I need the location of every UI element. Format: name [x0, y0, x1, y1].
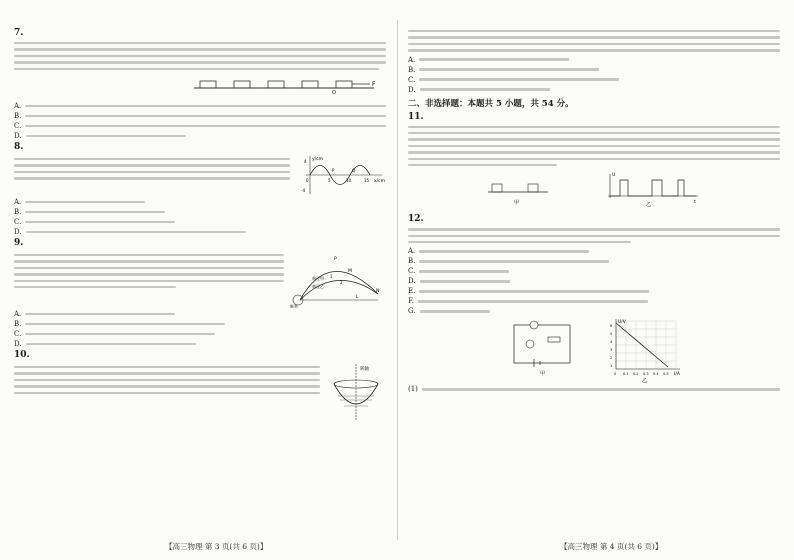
- q9-option-d[interactable]: D.: [14, 340, 386, 348]
- q12-option-g[interactable]: G.: [408, 307, 780, 315]
- section-title-non-choice: 二、非选择题：本题共 5 小题，共 54 分。: [408, 98, 574, 109]
- graph-caption-yi: 乙: [642, 378, 648, 384]
- q12-option-d[interactable]: D.: [408, 277, 780, 285]
- bowl-figure: [326, 362, 386, 422]
- q10-option-b[interactable]: B.: [408, 66, 780, 74]
- strip-label-u: U: [612, 173, 616, 179]
- bean-label-2: 2: [340, 279, 343, 285]
- strip-caption-jia: 甲: [514, 200, 520, 207]
- block-figure-force-label: F: [372, 80, 376, 88]
- bowl-label-axis: 转轴: [360, 366, 369, 372]
- wave-point-p: P: [332, 167, 335, 173]
- question-9-text: [14, 250, 284, 308]
- graph-ytick-3: 3: [610, 348, 613, 353]
- bean-label-m: M: [348, 268, 352, 274]
- q10-option-d[interactable]: D.: [408, 86, 780, 94]
- strip-figure: [408, 170, 780, 208]
- graph-ytick-6: 6: [610, 324, 613, 329]
- wave-figure: [296, 154, 386, 196]
- q12-option-c[interactable]: C.: [408, 267, 780, 275]
- wave-figure-y-label: y/cm: [312, 156, 324, 162]
- graph-xtick-4: 0.4: [653, 372, 659, 377]
- question-9-number: 9.: [14, 237, 24, 248]
- q10-option-c[interactable]: C.: [408, 76, 780, 84]
- ui-graph: [604, 317, 684, 383]
- column-divider: [397, 20, 398, 540]
- q10-option-a[interactable]: A.: [408, 56, 780, 64]
- q8-option-d[interactable]: D.: [14, 228, 386, 236]
- graph-xtick-1: 0.1: [623, 372, 629, 377]
- q7-option-c[interactable]: C.: [14, 122, 386, 130]
- wave-ytick-neg: -4: [301, 187, 305, 193]
- bean-label-n: N: [376, 288, 380, 294]
- q9-option-a[interactable]: A.: [14, 310, 386, 318]
- q7-option-b[interactable]: B.: [14, 112, 386, 120]
- circuit-caption-jia: 甲: [540, 371, 546, 378]
- right-column: [408, 26, 780, 395]
- question-10-continued: [408, 30, 780, 52]
- q12-option-f[interactable]: F.: [408, 297, 780, 305]
- graph-ytick-1: 1: [610, 364, 613, 369]
- block-figure-origin-label: O: [332, 89, 336, 94]
- question-11-number: 11.: [408, 111, 424, 122]
- wave-ytick-pos: 4: [304, 158, 307, 164]
- graph-x-label: I/A: [674, 372, 680, 378]
- question-8-text: [14, 154, 290, 196]
- q12-subquestion-1[interactable]: (1): [408, 385, 780, 393]
- bean-label-straw: 吸管: [290, 303, 298, 308]
- q7-option-a[interactable]: A.: [14, 102, 386, 110]
- page-footer-left: 【高三物理 第 3 页(共 6 页)】: [165, 542, 268, 551]
- bean-label-jia: 黄豆甲: [312, 275, 324, 281]
- graph-ytick-4: 4: [610, 340, 613, 345]
- q9-option-b[interactable]: B.: [14, 320, 386, 328]
- graph-xtick-5: 0.5: [663, 372, 669, 377]
- strip-caption-yi: 乙: [646, 202, 652, 209]
- question-10-text: [14, 362, 320, 422]
- question-7-text: [14, 42, 386, 70]
- graph-xtick-3: 0.3: [643, 372, 649, 377]
- q12-option-e[interactable]: E.: [408, 287, 780, 295]
- wave-point-q: Q: [352, 167, 356, 173]
- page-footer-right: 【高三物理 第 4 页(共 6 页)】: [560, 542, 663, 551]
- graph-xtick-0: 0: [614, 372, 617, 377]
- bean-label-p: P: [334, 256, 337, 262]
- question-12-number: 12.: [408, 214, 424, 225]
- q8-option-b[interactable]: B.: [14, 208, 386, 216]
- question-7-number: 7.: [14, 28, 24, 38]
- wave-tick-10: 10: [346, 177, 352, 183]
- bean-figure: [290, 250, 386, 308]
- question-10-number: 10.: [14, 349, 30, 360]
- wave-tick-5: 5: [328, 177, 331, 183]
- question-8-number: 8.: [14, 141, 24, 152]
- wave-tick-0: 0: [306, 177, 309, 183]
- graph-y-label: U/V: [618, 320, 626, 326]
- graph-ytick-2: 2: [610, 356, 613, 361]
- bean-label-yi: 黄豆乙: [312, 283, 324, 289]
- bean-label-1: 1: [330, 273, 333, 279]
- q12-option-b[interactable]: B.: [408, 257, 780, 265]
- strip-label-t: t: [694, 200, 696, 206]
- q12-option-a[interactable]: A.: [408, 247, 780, 255]
- q7-option-d[interactable]: D.: [14, 132, 386, 140]
- wave-figure-x-label: x/cm: [374, 178, 386, 184]
- graph-xtick-2: 0.2: [633, 372, 639, 377]
- left-column: [14, 26, 386, 422]
- graph-ytick-5: 5: [610, 332, 613, 337]
- question-12-text: [408, 228, 780, 243]
- circuit-figure: [504, 317, 584, 377]
- q8-option-a[interactable]: A.: [14, 198, 386, 206]
- q8-option-c[interactable]: C.: [14, 218, 386, 226]
- bean-label-l: L: [356, 293, 359, 299]
- q9-option-c[interactable]: C.: [14, 330, 386, 338]
- question-11-text: [408, 126, 780, 167]
- wave-tick-15: 15: [364, 177, 370, 183]
- block-figure: [14, 76, 386, 94]
